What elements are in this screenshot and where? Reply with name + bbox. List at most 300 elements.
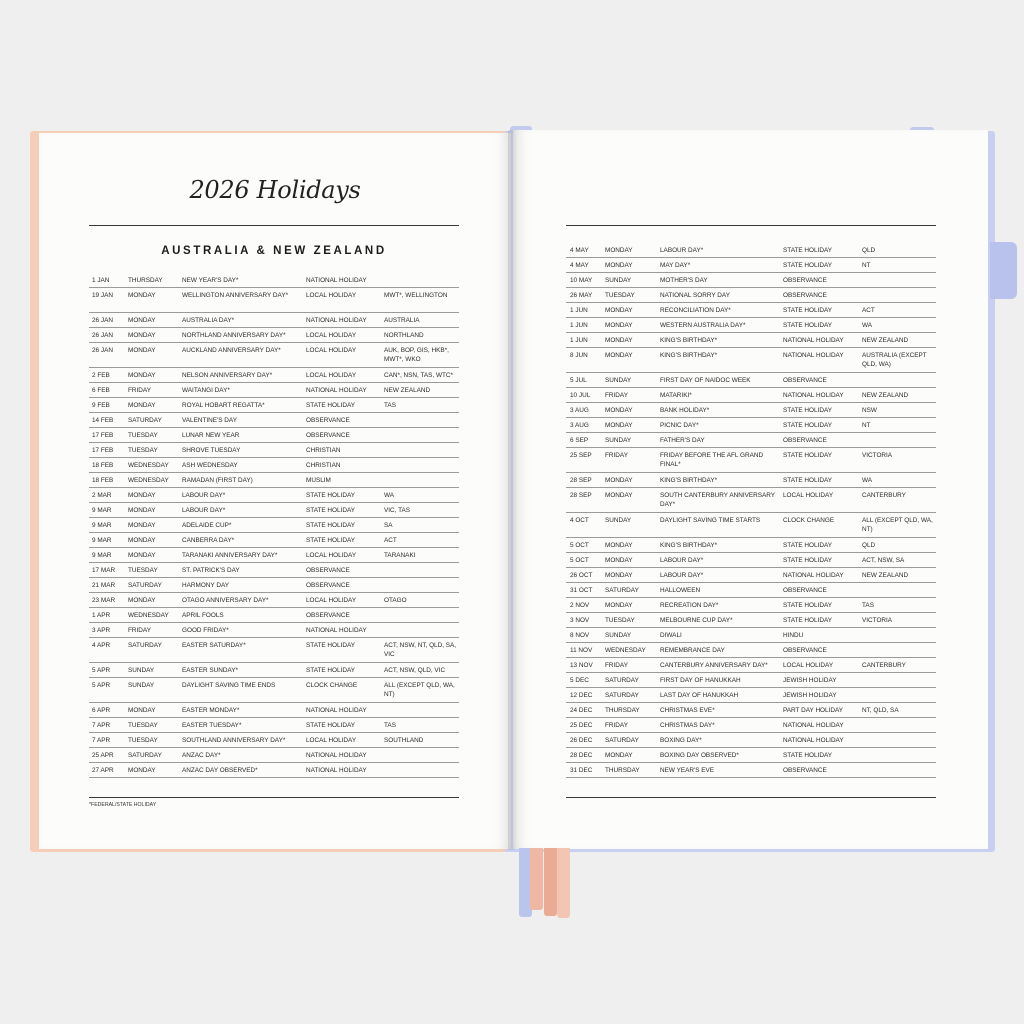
holiday-type-cell: MUSLIM	[306, 476, 331, 484]
region-cell: CANTERBURY	[862, 661, 906, 669]
day-cell: MONDAY	[605, 476, 633, 484]
holiday-row	[89, 518, 459, 533]
holiday-name-cell: MELBOURNE CUP DAY*	[660, 616, 733, 624]
holiday-name-cell: EASTER MONDAY*	[182, 706, 240, 714]
holiday-type-cell: LOCAL HOLIDAY	[306, 346, 357, 354]
day-cell: WEDNESDAY	[128, 611, 169, 619]
date-cell: 1 JAN	[92, 276, 110, 284]
holiday-type-cell: STATE HOLIDAY	[783, 751, 833, 759]
day-cell: MONDAY	[128, 766, 156, 774]
holiday-row	[566, 243, 936, 258]
date-cell: 5 APR	[92, 666, 111, 674]
day-cell: SATURDAY	[605, 736, 639, 744]
right-top-divider	[566, 225, 936, 226]
holiday-name-cell: NATIONAL SORRY DAY	[660, 291, 730, 299]
day-cell: WEDNESDAY	[128, 476, 169, 484]
holiday-type-cell: CLOCK CHANGE	[783, 516, 835, 524]
holiday-row	[566, 333, 936, 348]
region-cell: ALL (EXCEPT QLD, WA, NT)	[862, 516, 933, 533]
holiday-row	[89, 663, 459, 678]
holiday-name-cell: KING'S BIRTHDAY*	[660, 336, 718, 344]
date-cell: 25 SEP	[570, 451, 592, 459]
holiday-name-cell: LAST DAY OF HANUKKAH	[660, 691, 739, 699]
date-cell: 10 MAY	[570, 276, 593, 284]
date-cell: 25 DEC	[570, 721, 593, 729]
region-cell: QLD	[862, 541, 876, 549]
holiday-row	[89, 593, 459, 608]
date-cell: 6 SEP	[570, 436, 589, 444]
holiday-name-cell: LABOUR DAY*	[182, 491, 226, 499]
region-cell: ALL (EXCEPT QLD, WA, NT)	[384, 681, 455, 698]
region-cell: VICTORIA	[862, 451, 893, 459]
holiday-row	[566, 643, 936, 658]
day-cell: TUESDAY	[605, 616, 635, 624]
holiday-type-cell: CHRISTIAN	[306, 446, 341, 454]
holiday-name-cell: NEW YEAR'S EVE	[660, 766, 715, 774]
holiday-name-cell: LABOUR DAY*	[660, 556, 704, 564]
day-cell: MONDAY	[605, 406, 633, 414]
date-cell: 27 APR	[92, 766, 114, 774]
date-cell: 10 JUL	[570, 391, 591, 399]
holiday-name-cell: RECREATION DAY*	[660, 601, 719, 609]
day-cell: MONDAY	[128, 596, 156, 604]
holiday-row	[89, 313, 459, 328]
holiday-type-cell: LOCAL HOLIDAY	[783, 661, 834, 669]
date-cell: 28 SEP	[570, 476, 592, 484]
holiday-type-cell: STATE HOLIDAY	[783, 616, 833, 624]
date-cell: 1 JUN	[570, 336, 588, 344]
holiday-row	[89, 533, 459, 548]
holiday-name-cell: DAYLIGHT SAVING TIME ENDS	[182, 681, 276, 689]
day-cell: MONDAY	[605, 556, 633, 564]
date-cell: 18 FEB	[92, 476, 114, 484]
page-title: 2026 Holidays	[189, 176, 361, 204]
holiday-row	[89, 548, 459, 563]
day-cell: FRIDAY	[605, 661, 628, 669]
day-cell: SUNDAY	[605, 631, 632, 639]
day-cell: SUNDAY	[605, 436, 632, 444]
holiday-type-cell: STATE HOLIDAY	[306, 506, 356, 514]
day-cell: FRIDAY	[128, 386, 151, 394]
holiday-table-left	[89, 273, 459, 778]
right-bottom-rule	[566, 797, 936, 798]
holiday-row	[566, 513, 936, 538]
date-cell: 26 MAY	[570, 291, 593, 299]
holiday-type-cell: OBSERVANCE	[306, 416, 350, 424]
day-cell: SUNDAY	[128, 681, 155, 689]
holiday-row	[89, 703, 459, 718]
day-cell: MONDAY	[128, 536, 156, 544]
holiday-row	[89, 578, 459, 593]
holiday-name-cell: SOUTH CANTERBURY ANNIVERSARY DAY*	[660, 491, 775, 508]
holiday-type-cell: OBSERVANCE	[783, 291, 827, 299]
holiday-name-cell: MATARIKI*	[660, 391, 692, 399]
holiday-row	[566, 448, 936, 473]
holiday-name-cell: FIRST DAY OF NAIDOC WEEK	[660, 376, 751, 384]
date-cell: 3 APR	[92, 626, 111, 634]
holiday-name-cell: LABOUR DAY*	[660, 246, 704, 254]
holiday-row	[89, 368, 459, 383]
date-cell: 9 MAR	[92, 551, 112, 559]
holiday-type-cell: NATIONAL HOLIDAY	[783, 351, 844, 359]
date-cell: 28 SEP	[570, 491, 592, 499]
holiday-name-cell: REMEMBRANCE DAY	[660, 646, 725, 654]
holiday-name-cell: ADELAIDE CUP*	[182, 521, 232, 529]
date-cell: 26 DEC	[570, 736, 593, 744]
holiday-name-cell: RECONCILIATION DAY*	[660, 306, 731, 314]
day-cell: SATURDAY	[128, 751, 162, 759]
date-cell: 5 DEC	[570, 676, 589, 684]
holiday-type-cell: OBSERVANCE	[306, 566, 350, 574]
date-cell: 17 MAR	[92, 566, 116, 574]
holiday-name-cell: KING'S BIRTHDAY*	[660, 541, 718, 549]
holiday-name-cell: DAYLIGHT SAVING TIME STARTS	[660, 516, 761, 524]
holiday-type-cell: NATIONAL HOLIDAY	[306, 766, 367, 774]
holiday-name-cell: AUSTRALIA DAY*	[182, 316, 235, 324]
region-cell: CANTERBURY	[862, 491, 906, 499]
holiday-name-cell: BANK HOLIDAY*	[660, 406, 710, 414]
holiday-type-cell: LOCAL HOLIDAY	[306, 331, 357, 339]
holiday-row	[566, 733, 936, 748]
day-cell: FRIDAY	[605, 721, 628, 729]
holiday-name-cell: NORTHLAND ANNIVERSARY DAY*	[182, 331, 286, 339]
holiday-type-cell: OBSERVANCE	[306, 581, 350, 589]
holiday-row	[566, 538, 936, 553]
region-cell: ACT, NSW, SA	[862, 556, 905, 564]
holiday-name-cell: ROYAL HOBART REGATTA*	[182, 401, 265, 409]
holiday-row	[89, 638, 459, 663]
holiday-type-cell: STATE HOLIDAY	[783, 421, 833, 429]
date-cell: 23 MAR	[92, 596, 116, 604]
day-cell: MONDAY	[605, 491, 633, 499]
day-cell: MONDAY	[128, 346, 156, 354]
holiday-name-cell: MOTHER'S DAY	[660, 276, 708, 284]
day-cell: SATURDAY	[128, 416, 162, 424]
date-cell: 26 JAN	[92, 346, 113, 354]
holiday-row	[566, 373, 936, 388]
region-cell: ACT, NSW, QLD, VIC	[384, 666, 446, 674]
date-cell: 8 JUN	[570, 351, 588, 359]
holiday-table-right	[566, 243, 936, 778]
holiday-type-cell: OBSERVANCE	[783, 376, 827, 384]
holiday-row	[566, 583, 936, 598]
holiday-type-cell: NATIONAL HOLIDAY	[783, 391, 844, 399]
holiday-name-cell: WELLINGTON ANNIVERSARY DAY*	[182, 291, 289, 299]
holiday-row	[566, 403, 936, 418]
day-cell: MONDAY	[128, 401, 156, 409]
region-cell: NT, QLD, SA	[862, 706, 899, 714]
holiday-row	[566, 673, 936, 688]
holiday-name-cell: WAITANGI DAY*	[182, 386, 230, 394]
date-cell: 25 APR	[92, 751, 114, 759]
holiday-name-cell: CHRISTMAS DAY*	[660, 721, 715, 729]
day-cell: SUNDAY	[128, 666, 155, 674]
holiday-name-cell: BOXING DAY*	[660, 736, 702, 744]
holiday-row	[89, 383, 459, 398]
holiday-name-cell: TARANAKI ANNIVERSARY DAY*	[182, 551, 278, 559]
holiday-type-cell: LOCAL HOLIDAY	[306, 371, 357, 379]
date-cell: 2 NOV	[570, 601, 590, 609]
date-cell: 31 DEC	[570, 766, 593, 774]
day-cell: TUESDAY	[128, 446, 158, 454]
region-cell: NEW ZEALAND	[384, 386, 431, 394]
holiday-name-cell: SOUTHLAND ANNIVERSARY DAY*	[182, 736, 286, 744]
holiday-row	[566, 763, 936, 778]
holiday-name-cell: FATHER'S DAY	[660, 436, 705, 444]
day-cell: MONDAY	[128, 331, 156, 339]
day-cell: MONDAY	[128, 506, 156, 514]
region-cell: CAN*, NSN, TAS, WTC*	[384, 371, 454, 379]
date-cell: 9 MAR	[92, 536, 112, 544]
holiday-row	[566, 473, 936, 488]
holiday-row	[89, 343, 459, 368]
day-cell: THURSDAY	[605, 706, 640, 714]
day-cell: MONDAY	[605, 261, 633, 269]
date-cell: 26 JAN	[92, 316, 113, 324]
holiday-type-cell: OBSERVANCE	[783, 276, 827, 284]
holiday-row	[566, 258, 936, 273]
holiday-type-cell: STATE HOLIDAY	[783, 406, 833, 414]
day-cell: SUNDAY	[605, 276, 632, 284]
holiday-row	[89, 413, 459, 428]
holiday-name-cell: ASH WEDNESDAY	[182, 461, 238, 469]
holiday-row	[566, 303, 936, 318]
day-cell: FRIDAY	[605, 451, 628, 459]
day-cell: SATURDAY	[605, 586, 639, 594]
holiday-name-cell: LABOUR DAY*	[660, 571, 704, 579]
region-cell: TAS	[384, 401, 396, 409]
region-cell: NSW	[862, 406, 877, 414]
holiday-type-cell: STATE HOLIDAY	[306, 401, 356, 409]
region-cell: WA	[384, 491, 395, 499]
date-cell: 6 FEB	[92, 386, 110, 394]
date-cell: 24 DEC	[570, 706, 593, 714]
region-cell: ACT	[384, 536, 397, 544]
holiday-name-cell: PICNIC DAY*	[660, 421, 699, 429]
region-cell: WA	[862, 321, 873, 329]
holiday-type-cell: NATIONAL HOLIDAY	[783, 736, 844, 744]
date-cell: 4 OCT	[570, 516, 589, 524]
holiday-row	[89, 763, 459, 778]
date-cell: 3 AUG	[570, 406, 589, 414]
holiday-name-cell: DIWALI	[660, 631, 682, 639]
holiday-type-cell: CLOCK CHANGE	[306, 681, 358, 689]
holiday-row	[89, 608, 459, 623]
holiday-type-cell: NATIONAL HOLIDAY	[306, 626, 367, 634]
region-cell: NORTHLAND	[384, 331, 424, 339]
holiday-name-cell: SHROVE TUESDAY	[182, 446, 241, 454]
holiday-type-cell: OBSERVANCE	[783, 586, 827, 594]
holiday-name-cell: CANBERRA DAY*	[182, 536, 235, 544]
holiday-row	[566, 418, 936, 433]
day-cell: MONDAY	[605, 421, 633, 429]
holiday-row	[566, 433, 936, 448]
holiday-type-cell: STATE HOLIDAY	[783, 246, 833, 254]
holiday-row	[89, 733, 459, 748]
region-cell: NEW ZEALAND	[862, 391, 909, 399]
holiday-name-cell: NEW YEAR'S DAY*	[182, 276, 239, 284]
holiday-row	[566, 703, 936, 718]
region-cell: SA	[384, 521, 393, 529]
holiday-type-cell: HINDU	[783, 631, 804, 639]
region-cell: TAS	[384, 721, 396, 729]
holiday-type-cell: STATE HOLIDAY	[306, 521, 356, 529]
region-cell: ACT, NSW, NT, QLD, SA, VIC	[384, 641, 457, 658]
holiday-type-cell: STATE HOLIDAY	[783, 601, 833, 609]
holiday-name-cell: FRIDAY BEFORE THE AFL GRAND FINAL*	[660, 451, 764, 468]
day-cell: MONDAY	[605, 751, 633, 759]
day-cell: MONDAY	[128, 521, 156, 529]
region-cell: QLD	[862, 246, 876, 254]
day-cell: MONDAY	[605, 336, 633, 344]
holiday-name-cell: APRIL FOOLS	[182, 611, 224, 619]
date-cell: 21 MAR	[92, 581, 116, 589]
region-cell: NT	[862, 421, 871, 429]
holiday-row	[566, 288, 936, 303]
holiday-type-cell: STATE HOLIDAY	[306, 641, 356, 649]
day-cell: SATURDAY	[128, 641, 162, 649]
date-cell: 1 JUN	[570, 321, 588, 329]
holiday-name-cell: KING'S BIRTHDAY*	[660, 476, 718, 484]
region-cell: ACT	[862, 306, 875, 314]
date-cell: 18 FEB	[92, 461, 114, 469]
holiday-row	[89, 288, 459, 313]
date-cell: 5 OCT	[570, 556, 589, 564]
holiday-type-cell: OBSERVANCE	[306, 611, 350, 619]
day-cell: TUESDAY	[605, 291, 635, 299]
holiday-name-cell: HALLOWEEN	[660, 586, 701, 594]
holiday-row	[89, 748, 459, 763]
holiday-row	[89, 503, 459, 518]
footnote: *FEDERAL/STATE HOLIDAY	[89, 802, 157, 808]
holiday-row	[89, 678, 459, 703]
holiday-name-cell: NELSON ANNIVERSARY DAY*	[182, 371, 273, 379]
holiday-type-cell: NATIONAL HOLIDAY	[783, 571, 844, 579]
holiday-type-cell: NATIONAL HOLIDAY	[306, 276, 367, 284]
day-cell: MONDAY	[605, 571, 633, 579]
day-cell: FRIDAY	[128, 626, 151, 634]
holiday-type-cell: STATE HOLIDAY	[306, 536, 356, 544]
day-cell: MONDAY	[128, 371, 156, 379]
holiday-type-cell: STATE HOLIDAY	[306, 721, 356, 729]
region-cell: MWT*, WELLINGTON	[384, 291, 448, 299]
bookmark-ribbon[interactable]	[557, 848, 570, 918]
day-cell: TUESDAY	[128, 721, 158, 729]
holiday-row	[566, 388, 936, 403]
date-cell: 17 FEB	[92, 446, 114, 454]
region-cell: NEW ZEALAND	[862, 571, 909, 579]
holiday-type-cell: CHRISTIAN	[306, 461, 341, 469]
date-cell: 19 JAN	[92, 291, 113, 299]
date-cell: 14 FEB	[92, 416, 114, 424]
day-cell: FRIDAY	[605, 391, 628, 399]
holiday-row	[566, 748, 936, 763]
day-cell: SUNDAY	[605, 376, 632, 384]
date-cell: 9 MAR	[92, 521, 112, 529]
region-cell: VICTORIA	[862, 616, 893, 624]
date-cell: 8 NOV	[570, 631, 590, 639]
day-cell: MONDAY	[605, 246, 633, 254]
holiday-type-cell: OBSERVANCE	[306, 431, 350, 439]
date-cell: 5 OCT	[570, 541, 589, 549]
holiday-name-cell: ANZAC DAY*	[182, 751, 221, 759]
day-cell: TUESDAY	[128, 566, 158, 574]
holiday-row	[566, 613, 936, 628]
side-page-tab[interactable]	[990, 242, 1017, 299]
day-cell: MONDAY	[128, 316, 156, 324]
region-cell: AUSTRALIA	[384, 316, 420, 324]
day-cell: SATURDAY	[128, 581, 162, 589]
holiday-type-cell: LOCAL HOLIDAY	[306, 596, 357, 604]
holiday-row	[89, 428, 459, 443]
region-heading: AUSTRALIA & NEW ZEALAND	[161, 245, 387, 257]
day-cell: MONDAY	[605, 321, 633, 329]
date-cell: 7 APR	[92, 721, 111, 729]
date-cell: 7 APR	[92, 736, 111, 744]
date-cell: 4 APR	[92, 641, 111, 649]
date-cell: 4 MAY	[570, 261, 589, 269]
holiday-name-cell: LUNAR NEW YEAR	[182, 431, 240, 439]
date-cell: 3 NOV	[570, 616, 590, 624]
holiday-name-cell: HARMONY DAY	[182, 581, 229, 589]
date-cell: 1 JUN	[570, 306, 588, 314]
date-cell: 9 MAR	[92, 506, 112, 514]
region-cell: AUK, BOP, GIS, HKB*, MWT*, WKO	[384, 346, 449, 363]
date-cell: 31 OCT	[570, 586, 593, 594]
holiday-type-cell: STATE HOLIDAY	[783, 451, 833, 459]
day-cell: WEDNESDAY	[128, 461, 169, 469]
bookmark-ribbon[interactable]	[544, 848, 557, 916]
day-cell: THURSDAY	[605, 766, 640, 774]
day-cell: MONDAY	[128, 706, 156, 714]
day-cell: MONDAY	[128, 551, 156, 559]
holiday-type-cell: STATE HOLIDAY	[783, 556, 833, 564]
holiday-row	[89, 443, 459, 458]
day-cell: MONDAY	[605, 541, 633, 549]
table-bottom-rule	[89, 797, 459, 798]
holiday-row	[566, 568, 936, 583]
holiday-name-cell: KING'S BIRTHDAY*	[660, 351, 718, 359]
holiday-type-cell: LOCAL HOLIDAY	[306, 551, 357, 559]
date-cell: 4 MAY	[570, 246, 589, 254]
holiday-row	[89, 563, 459, 578]
day-cell: MONDAY	[605, 601, 633, 609]
holiday-type-cell: STATE HOLIDAY	[783, 261, 833, 269]
holiday-row	[566, 553, 936, 568]
book-spine-gutter	[508, 130, 516, 850]
bookmark-ribbon[interactable]	[530, 848, 543, 910]
date-cell: 5 JUL	[570, 376, 587, 384]
holiday-type-cell: JEWISH HOLIDAY	[783, 676, 837, 684]
holiday-name-cell: VALENTINE'S DAY	[182, 416, 237, 424]
day-cell: WEDNESDAY	[605, 646, 646, 654]
date-cell: 17 FEB	[92, 431, 114, 439]
holiday-type-cell: NATIONAL HOLIDAY	[783, 721, 844, 729]
date-cell: 9 FEB	[92, 401, 110, 409]
holiday-row	[566, 658, 936, 673]
day-cell: MONDAY	[605, 351, 633, 359]
holiday-name-cell: AUCKLAND ANNIVERSARY DAY*	[182, 346, 281, 354]
holiday-name-cell: GOOD FRIDAY*	[182, 626, 229, 634]
holiday-type-cell: OBSERVANCE	[783, 766, 827, 774]
holiday-type-cell: STATE HOLIDAY	[783, 321, 833, 329]
date-cell: 3 AUG	[570, 421, 589, 429]
holiday-type-cell: LOCAL HOLIDAY	[306, 291, 357, 299]
holiday-name-cell: ANZAC DAY OBSERVED*	[182, 766, 258, 774]
day-cell: TUESDAY	[128, 736, 158, 744]
holiday-type-cell: OBSERVANCE	[783, 436, 827, 444]
holiday-name-cell: RAMADAN (FIRST DAY)	[182, 476, 253, 484]
